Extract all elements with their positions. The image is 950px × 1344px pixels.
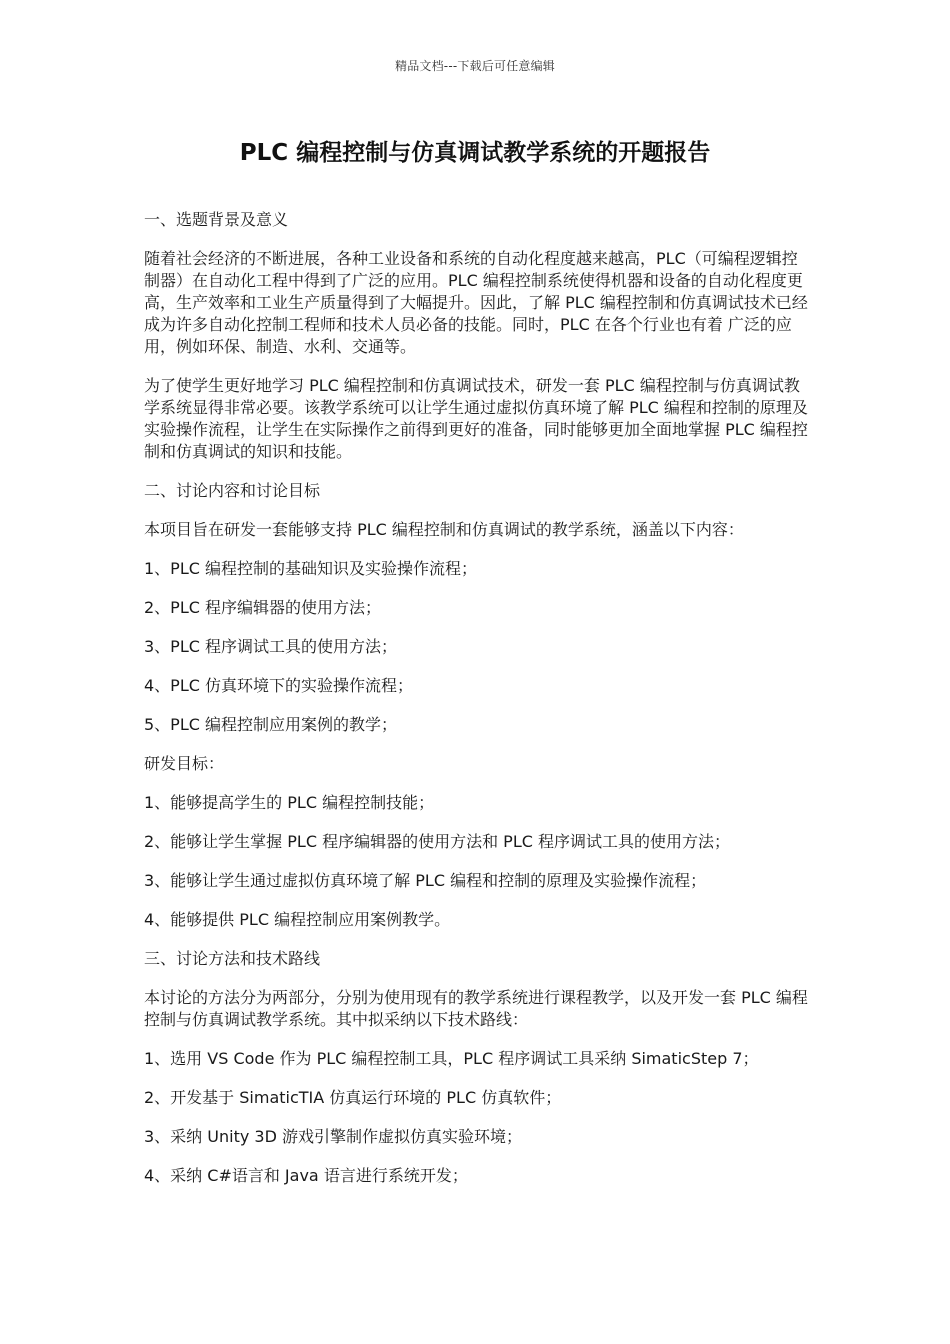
goal-list-item: 3、能够让学生通过虚拟仿真环境了解 PLC 编程和控制的原理及实验操作流程； (144, 871, 707, 890)
goals-heading: 研发目标： (144, 754, 225, 773)
header-note: 精品文档---下载后可任意编辑 (395, 59, 555, 73)
document-body (144, 209, 808, 1204)
section-heading-background: 一、选题背景及意义 (144, 210, 289, 229)
paragraph-content-intro: 本项目旨在研发一套能够支持 PLC 编程控制和仿真调试的教学系统，涵盖以下内容： (144, 520, 744, 539)
content-list-item: 1、PLC 编程控制的基础知识及实验操作流程； (144, 559, 478, 578)
paragraph-methods-intro: 本讨论的方法分为两部分，分别为使用现有的教学系统进行课程教学，以及开发一套 PLC 编程控制与仿真调试教学系统。其中拟采纳以下技术路线： (144, 988, 808, 1029)
goal-list-item: 4、能够提供 PLC 编程控制应用案例教学。 (144, 910, 451, 929)
route-list-item: 3、采纳 Unity 3D 游戏引擎制作虚拟仿真实验环境； (144, 1127, 522, 1146)
paragraph-necessity: 为了使学生更好地学习 PLC 编程控制和仿真调试技术，研发一套 PLC 编程控制与仿真调试教学系统显得非常必要。该教学系统可以让学生通过虚拟仿真环境了解 PLC 编程和控制的原理及实验操作流程，让学生在实际操作之前得到更好的准备，同时能够更加全面地掌握 PLC 编程控制和仿真调试的知识和技能。 (144, 376, 808, 461)
section-heading-methods: 三、讨论方法和技术路线 (144, 949, 321, 968)
goal-list-item: 1、能够提高学生的 PLC 编程控制技能； (144, 793, 435, 812)
document-title: PLC 编程控制与仿真调试教学系统的开题报告 (239, 140, 711, 166)
route-list-item: 4、采纳 C#语言和 Java 语言进行系统开发； (144, 1166, 468, 1185)
section-heading-content-goals: 二、讨论内容和讨论目标 (144, 481, 321, 500)
route-list-item: 1、选用 VS Code 作为 PLC 编程控制工具，PLC 程序调试工具采纳 SimaticStep 7； (144, 1049, 759, 1068)
content-list-item: 3、PLC 程序调试工具的使用方法； (144, 637, 398, 656)
content-list-item: 4、PLC 仿真环境下的实验操作流程； (144, 676, 414, 695)
paragraph-background: 随着社会经济的不断进展，各种工业设备和系统的自动化程度越来越高，PLC（可编程逻辑控制器）在自动化工程中得到了广泛的应用。PLC 编程控制系统使得机器和设备的自动化程度更高，生产效率和工业生产质量得到了大幅提升。因此，了解 PLC 编程控制和仿真调试技术已经成为许多自动化控制工程师和技术人员必备的技能。同时，PLC 在各个行业也有着 广泛的应用，例如环保、制造、水利、交通等。 (144, 249, 808, 356)
route-list-item: 2、开发基于 SimaticTIA 仿真运行环境的 PLC 仿真软件； (144, 1088, 562, 1107)
goal-list-item: 2、能够让学生掌握 PLC 程序编辑器的使用方法和 PLC 程序调试工具的使用方法； (144, 832, 730, 851)
content-list-item: 2、PLC 程序编辑器的使用方法； (144, 598, 382, 617)
content-list-item: 5、PLC 编程控制应用案例的教学； (144, 715, 398, 734)
